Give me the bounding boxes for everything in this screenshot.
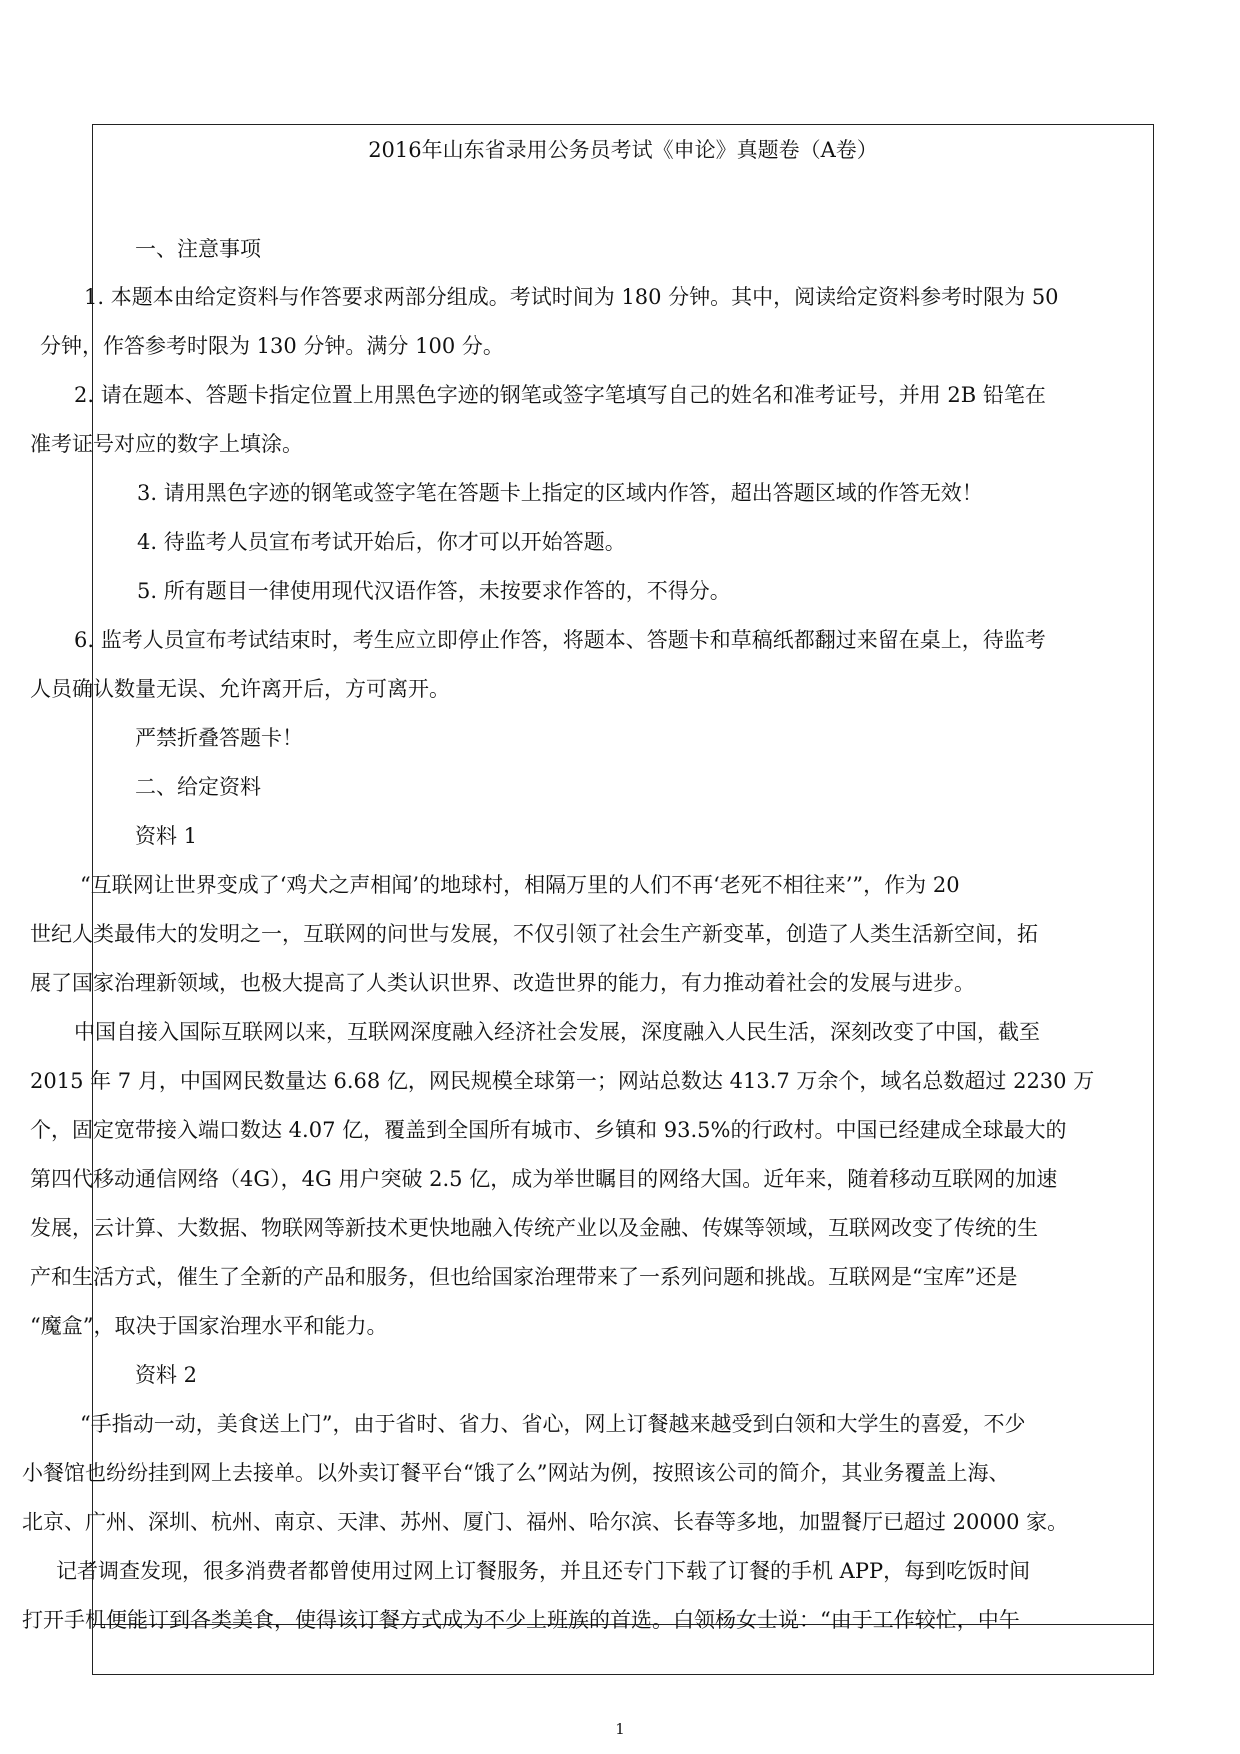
text-line: 严禁折叠答题卡！ (135, 726, 303, 750)
text-line: 准考证号对应的数字上填涂。 (30, 432, 303, 456)
text-line: 资料 2 (135, 1363, 198, 1387)
document-title: 2016年山东省录用公务员考试《申论》真题卷（A卷） (368, 138, 878, 162)
notice-item-6 (74, 616, 1164, 665)
notice-item-3 (137, 469, 1227, 518)
text-line: 人员确认数量无误、允许离开后，方可离开。 (30, 677, 450, 701)
text-line: 5. 所有题目一律使用现代汉语作答，未按要求作答的，不得分。 (137, 579, 731, 603)
heading-notices (135, 225, 1225, 274)
text-line: 资料 1 (135, 824, 198, 848)
material-2-paragraph-2-cont (22, 1596, 1112, 1645)
text-line: 6. 监考人员宣布考试结束时，考生应立即停止作答，将题本、答题卡和草稿纸都翻过来留在桌上，待监考 (74, 628, 1046, 652)
material-1-heading (135, 812, 1225, 861)
text-line: 发展，云计算、大数据、物联网等新技术更快地融入传统产业以及金融、传媒等领域，互联网改变了传统的生 (30, 1216, 1038, 1240)
text-line: 个，固定宽带接入端口数达 4.07 亿，覆盖到全国所有城市、乡镇和 93.5%的行政村。中国已经建成全球最大的 (30, 1118, 1067, 1142)
text-line: 小餐馆也纷纷挂到网上去接单。以外卖订餐平台“饿了么”网站为例，按照该公司的简介，其业务覆盖上海、 (22, 1461, 1010, 1485)
text-line: 展了国家治理新领域，也极大提高了人类认识世界、改造世界的能力，有力推动着社会的发展与进步。 (30, 971, 975, 995)
notice-item-4 (137, 518, 1227, 567)
text-line: “手指动一动，美食送上门”，由于省时、省力、省心，网上订餐越来越受到白领和大学生的喜爱，不少 (80, 1412, 1026, 1436)
text-line: “魔盒”，取决于国家治理水平和能力。 (30, 1314, 388, 1338)
page-number: 1 (615, 1720, 625, 1738)
text-line: 4. 待监考人员宣布考试开始后，你才可以开始答题。 (137, 530, 626, 554)
text-line: 分钟，作答参考时限为 130 分钟。满分 100 分。 (40, 334, 504, 358)
material-2-paragraph-2 (56, 1547, 1146, 1596)
text-line: 二、给定资料 (135, 775, 261, 799)
material-2-paragraph-1-cont (22, 1449, 1112, 1547)
text-line: “互联网让世界变成了‘鸡犬之声相闻’的地球村，相隔万里的人们不再‘老死不相往来’”，作为 20 (80, 873, 960, 897)
notice-item-6-cont (30, 665, 1120, 714)
text-line: 第四代移动通信网络（4G），4G 用户突破 2.5 亿，成为举世瞩目的网络大国。近年来，随着移动互联网的加速 (30, 1167, 1058, 1191)
heading-materials (135, 763, 1225, 812)
material-1-paragraph-1 (80, 861, 1170, 910)
text-line: 世纪人类最伟大的发明之一，互联网的问世与发展，不仅引领了社会生产新变革，创造了人类生活新空间，拓 (30, 922, 1038, 946)
text-line: 中国自接入国际互联网以来，互联网深度融入经济社会发展，深度融入人民生活，深刻改变了中国，截至 (74, 1020, 1040, 1044)
text-line: 3. 请用黑色字迹的钢笔或签字笔在答题卡上指定的区域内作答，超出答题区域的作答无效！ (137, 481, 983, 505)
text-line: 打开手机便能订到各类美食，使得该订餐方式成为不少上班族的首选。白领杨女士说：“由于工作较忙，中午 (22, 1608, 1020, 1632)
notice-item-5 (137, 567, 1227, 616)
text-line: 产和生活方式，催生了全新的产品和服务，但也给国家治理带来了一系列问题和挑战。互联网是“宝库”还是 (30, 1265, 1018, 1289)
text-line: 2. 请在题本、答题卡指定位置上用黑色字迹的钢笔或签字笔填写自己的姓名和准考证号，并用 2B 铅笔在 (74, 383, 1046, 407)
warning-no-fold (135, 714, 1225, 763)
material-1-paragraph-1-cont (30, 910, 1120, 1008)
text-line: 2015 年 7 月，中国网民数量达 6.68 亿，网民规模全球第一；网站总数达 413.7 万余个，域名总数超过 2230 万 (30, 1069, 1095, 1093)
material-1-paragraph-2 (74, 1008, 1164, 1057)
text-line: 1. 本题本由给定资料与作答要求两部分组成。考试时间为 180 分钟。其中，阅读给定资料参考时限为 50 (84, 285, 1059, 309)
notice-item-2-cont (30, 420, 1120, 469)
notice-item-1 (84, 273, 1174, 322)
text-line: 一、注意事项 (135, 237, 261, 261)
text-line: 北京、广州、深圳、杭州、南京、天津、苏州、厦门、福州、哈尔滨、长春等多地，加盟餐厅已超过 20000 家。 (22, 1510, 1069, 1534)
notice-item-1-cont (40, 322, 1130, 371)
material-2-paragraph-1 (80, 1400, 1170, 1449)
text-line: 记者调查发现，很多消费者都曾使用过网上订餐服务，并且还专门下载了订餐的手机 APP，每到吃饭时间 (56, 1559, 1031, 1583)
material-2-heading (135, 1351, 1225, 1400)
notice-item-2 (74, 371, 1164, 420)
material-1-paragraph-2-cont (30, 1057, 1120, 1351)
